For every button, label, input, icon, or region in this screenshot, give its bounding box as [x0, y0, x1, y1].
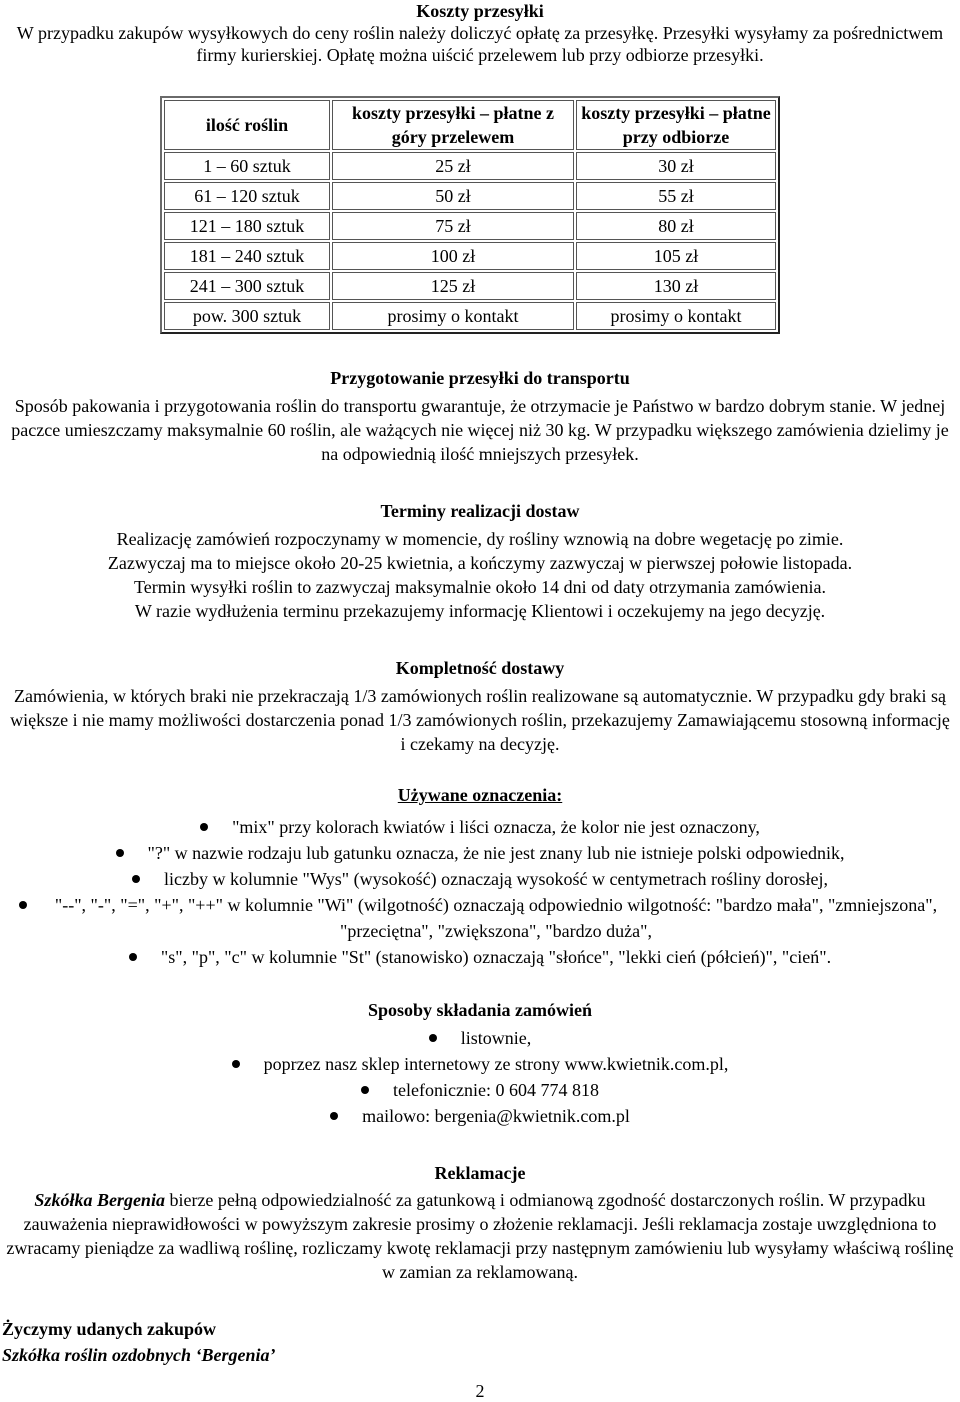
complaints-title: Reklamacje	[434, 1163, 526, 1183]
table-cell: 50 zł	[332, 182, 574, 210]
shipping-costs-table	[160, 96, 780, 334]
table-row	[164, 272, 776, 300]
delivery-terms-line: Zazwyczaj ma to miejsce około 20-25 kwietnia, a kończymy zazwyczaj w pierwszej połowie listopada.	[107, 553, 853, 573]
table-row	[164, 182, 776, 210]
table-cell: 121 – 180 sztuk	[164, 212, 330, 240]
ordering-methods-list	[0, 1025, 960, 1129]
table-cell: 30 zł	[576, 152, 776, 180]
delivery-terms-section	[0, 500, 960, 623]
table-cell: 125 zł	[332, 272, 574, 300]
packaging-title: Przygotowanie przesyłki do transportu	[330, 368, 630, 388]
completeness-title: Kompletność dostawy	[395, 658, 565, 678]
completeness-section	[0, 657, 960, 756]
table-cell: pow. 300 sztuk	[164, 302, 330, 330]
table-row	[164, 302, 776, 330]
bullet-icon	[132, 875, 140, 883]
table-header-cell: koszty przesyłki – płatne przy odbiorze	[576, 100, 776, 150]
ordering-methods-section	[0, 999, 960, 1129]
markings-title: Używane oznaczenia:	[397, 785, 563, 805]
table-cell: 75 zł	[332, 212, 574, 240]
table-row	[164, 242, 776, 270]
delivery-terms-line: W razie wydłużenia terminu przekazujemy informację Klientowi i oczekujemy na jego decyzję.	[134, 601, 826, 621]
packaging-text: Sposób pakowania i przygotowania roślin do transportu gwarantuje, że otrzymacie je Państwo w bardzo dobrym stanie. W jednej paczce umieszczamy maksymalnie 60 roślin, ale ważących nie więcej niż 30 kg. W przypadku większego zamówienia dzielimy je na odpowiednią ilość mniejszych przesyłek.	[11, 396, 949, 464]
packaging-section	[0, 367, 960, 466]
bullet-icon	[429, 1034, 437, 1042]
bullet-icon	[19, 901, 27, 909]
page-number: 2	[475, 1381, 485, 1401]
table-cell: 130 zł	[576, 272, 776, 300]
table-header-row	[164, 100, 776, 150]
delivery-terms-title: Terminy realizacji dostaw	[380, 501, 580, 521]
delivery-terms-line: Termin wysyłki roślin to zazwyczaj maksymalnie około 14 dni od daty otrzymania zamówienia.	[133, 577, 827, 597]
closing-company: Szkółka roślin ozdobnych ‘Bergenia’	[2, 1345, 276, 1365]
list-item: "?" w nazwie rodzaju lub gatunku oznacza, że nie jest znany lub nie istnieje polski odpowiednik,	[0, 840, 960, 866]
table-header-cell: koszty przesyłki – płatne z góry przelewem	[332, 100, 574, 150]
list-item: poprzez nasz sklep internetowy ze strony www.kwietnik.com.pl,	[0, 1051, 960, 1077]
list-item: "--", "-", "=", "+", "++" w kolumnie "Wi" (wilgotność) oznaczają odpowiednio wilgotność: "bardzo mała", "zmniejszona", "przeciętna", "zwiększona", "bardzo duża",	[0, 892, 960, 944]
complaints-text: Szkółka Bergenia bierze pełną odpowiedzialność za gatunkową i odmianową zgodność dostarczonych roślin. W przypadku zauważenia nieprawidłowości w powyższym zakresie prosimy o złożenie reklamacji. Jeśli reklamacja zostaje uwzględniona to zwracamy pieniądze za wadliwą roślinę, rozliczamy kwotę reklamacji przy następnym zamówieniu lub wysyłamy właściwą roślinę w zamian za reklamowaną.	[6, 1190, 954, 1282]
table-cell: 1 – 60 sztuk	[164, 152, 330, 180]
table-cell: 80 zł	[576, 212, 776, 240]
list-item: listownie,	[0, 1025, 960, 1051]
closing-greeting: Życzymy udanych zakupów	[2, 1319, 217, 1339]
list-item: "s", "p", "c" w kolumnie "St" (stanowisko) oznaczają "słońce", "lekki cień (półcień)", "cień".	[0, 944, 960, 970]
table-cell: 181 – 240 sztuk	[164, 242, 330, 270]
table-cell: 105 zł	[576, 242, 776, 270]
table-cell: 241 – 300 sztuk	[164, 272, 330, 300]
shipping-costs-section	[4, 0, 956, 66]
bullet-icon	[330, 1112, 338, 1120]
table-header-cell: ilość roślin	[164, 100, 330, 150]
markings-section	[0, 784, 960, 970]
company-name: Szkółka Bergenia	[34, 1190, 165, 1210]
list-item: mailowo: bergenia@kwietnik.com.pl	[0, 1103, 960, 1129]
table-cell: prosimy o kontakt	[576, 302, 776, 330]
list-item: telefonicznie: 0 604 774 818	[0, 1077, 960, 1103]
bullet-icon	[361, 1086, 369, 1094]
shipping-costs-text: W przypadku zakupów wysyłkowych do ceny roślin należy doliczyć opłatę za przesyłkę. Przesyłki wysyłamy za pośrednictwem firmy kurierskiej. Opłatę można uiścić przelewem lub przy odbiorze przesyłki.	[16, 23, 944, 65]
bullet-icon	[116, 849, 124, 857]
table-cell: 61 – 120 sztuk	[164, 182, 330, 210]
bullet-icon	[232, 1060, 240, 1068]
table-row	[164, 212, 776, 240]
delivery-terms-line: Realizację zamówień rozpoczynamy w momencie, dy rośliny wznowią na dobre wegetację po zimie.	[116, 529, 844, 549]
list-item: liczby w kolumnie "Wys" (wysokość) oznaczają wysokość w centymetrach rośliny dorosłej,	[0, 866, 960, 892]
markings-list	[0, 814, 960, 970]
table-cell: 25 zł	[332, 152, 574, 180]
closing-signature	[2, 1316, 702, 1368]
bullet-icon	[200, 823, 208, 831]
table-row	[164, 152, 776, 180]
completeness-text: Zamówienia, w których braki nie przekraczają 1/3 zamówionych roślin realizowane są automatycznie. W przypadku gdy braki są większe i nie mamy możliwości dostarczenia ponad 1/3 zamówionych roślin, przekazujemy Zamawiającemu stosowną informację i czekamy na decyzję.	[10, 686, 950, 754]
shipping-costs-title: Koszty przesyłki	[416, 1, 544, 21]
list-item: "mix" przy kolorach kwiatów i liści oznacza, że kolor nie jest oznaczony,	[0, 814, 960, 840]
table-cell: prosimy o kontakt	[332, 302, 574, 330]
bullet-icon	[129, 953, 137, 961]
table-cell: 55 zł	[576, 182, 776, 210]
ordering-methods-title: Sposoby składania zamówień	[367, 1000, 593, 1020]
table-cell: 100 zł	[332, 242, 574, 270]
complaints-section	[0, 1162, 960, 1284]
